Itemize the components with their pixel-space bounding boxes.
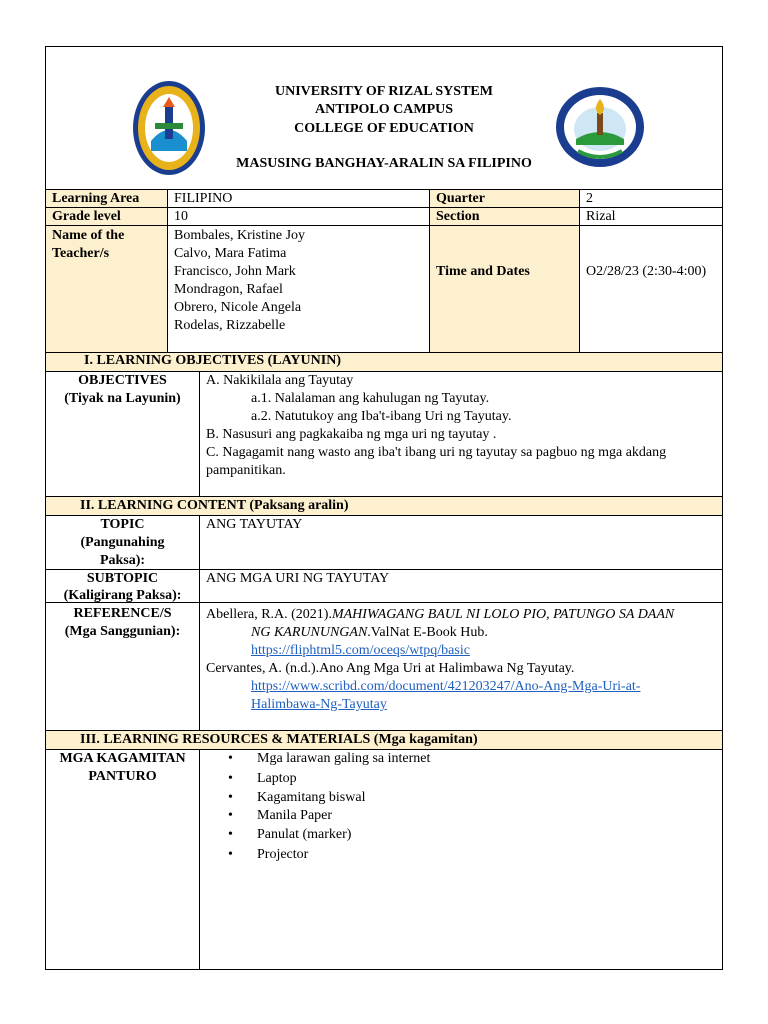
- teacher-name: Francisco, John Mark: [174, 264, 296, 279]
- college-name: COLLEGE OF EDUCATION: [294, 121, 474, 136]
- topic-value: ANG TAYUTAY: [206, 517, 303, 532]
- rule: [199, 371, 200, 496]
- objective-a: A. Nakikilala ang Tayutay: [206, 373, 354, 388]
- reference-2: Cervantes, A. (n.d.).Ano Ang Mga Uri at Halimbawa Ng Tayutay.: [206, 661, 575, 676]
- bullet: •: [228, 790, 233, 805]
- reference-2-url[interactable]: Halimbawa-Ng-Tayutay: [251, 697, 387, 712]
- time-dates-value: O2/28/23 (2:30-4:00): [586, 264, 707, 279]
- objective-c: C. Nagagamit nang wasto ang iba't ibang uri ng tayutay sa pagbuo ng mga akdang: [206, 445, 667, 460]
- campus-name: ANTIPOLO CAMPUS: [314, 102, 454, 117]
- reference-1-title: MAHIWAGANG BAUL NI LOLO PIO, PATUNGO SA DAAN: [331, 607, 675, 622]
- rule: [46, 225, 722, 226]
- rule: [579, 189, 580, 352]
- rule: [46, 207, 722, 208]
- reference-2-url[interactable]: https://www.scribd.com/document/421203247/Ano-Ang-Mga-Uri-at-: [251, 679, 641, 694]
- teacher-name: Rodelas, Rizzabelle: [174, 318, 286, 333]
- objective-a1: a.1. Nalalaman ang kahulugan ng Tayutay.: [251, 391, 490, 406]
- teacher-name: Mondragon, Rafael: [174, 282, 283, 297]
- section-1-title: I. LEARNING OBJECTIVES (LAYUNIN): [84, 353, 341, 368]
- teacher-label: Name of the: [52, 228, 125, 243]
- teacher-name: Bombales, Kristine Joy: [174, 228, 306, 243]
- subtopic-label: SUBTOPIC: [86, 571, 159, 586]
- university-name: UNIVERSITY OF RIZAL SYSTEM: [275, 84, 493, 99]
- reference-label: (Mga Sanggunian):: [64, 624, 181, 639]
- teacher-label: Teacher/s: [52, 246, 110, 261]
- reference-1-publisher: .ValNat E-Book Hub.: [367, 625, 488, 640]
- materials-label: MGA KAGAMITAN: [59, 751, 186, 766]
- learning-area-label: Learning Area: [52, 191, 140, 206]
- reference-1-author: Abellera, R.A. (2021).: [206, 607, 332, 622]
- topic-label: Paksa):: [99, 553, 146, 568]
- subtopic-label: (Kaligirang Paksa):: [63, 588, 182, 603]
- reference-label: REFERENCE/S: [73, 606, 172, 621]
- grade-level-value: 10: [174, 209, 188, 224]
- topic-label: (Pangunahing: [80, 535, 165, 550]
- bullet: •: [228, 751, 233, 766]
- bullet: •: [228, 827, 233, 842]
- bullet: •: [228, 808, 233, 823]
- reference-1-link[interactable]: [251, 642, 470, 660]
- teacher-name: Calvo, Mara Fatima: [174, 246, 287, 261]
- materials-label: PANTURO: [88, 769, 157, 784]
- bullet: •: [228, 771, 233, 786]
- document-title: MASUSING BANGHAY-ARALIN SA FILIPINO: [236, 156, 532, 171]
- section-3-title: III. LEARNING RESOURCES & MATERIALS (Mga kagamitan): [80, 732, 478, 747]
- rule: [46, 189, 722, 190]
- objective-c: pampanitikan.: [206, 463, 286, 478]
- rule: [167, 189, 168, 352]
- reference-1: [206, 606, 674, 624]
- reference-2-link[interactable]: [251, 678, 640, 696]
- rule: [199, 749, 200, 970]
- objective-a2: a.2. Natutukoy ang Iba't-ibang Uri ng Tayutay.: [251, 409, 512, 424]
- time-dates-label: Time and Dates: [436, 264, 530, 279]
- objective-b: B. Nasusuri ang pagkakaiba ng mga uri ng tayutay .: [206, 427, 497, 442]
- bullet: •: [228, 847, 233, 862]
- section-label: Section: [436, 209, 480, 224]
- reference-1-cont: [251, 624, 488, 642]
- rule: [429, 189, 430, 352]
- rule: [199, 515, 200, 730]
- reference-1-title: NG KARUNUNGAN: [251, 625, 368, 640]
- learning-area-value: FILIPINO: [174, 191, 233, 206]
- quarter-label: Quarter: [436, 191, 485, 206]
- topic-label: TOPIC: [100, 517, 145, 532]
- objectives-label: (Tiyak na Layunin): [64, 391, 181, 406]
- teacher-name: Obrero, Nicole Angela: [174, 300, 302, 315]
- section-2-title: II. LEARNING CONTENT (Paksang aralin): [80, 498, 349, 513]
- objectives-label: OBJECTIVES: [78, 373, 167, 388]
- grade-level-label: Grade level: [52, 209, 121, 224]
- subtopic-value: ANG MGA URI NG TAYUTAY: [206, 571, 390, 586]
- section-value: Rizal: [586, 209, 616, 224]
- reference-2-link[interactable]: [251, 696, 387, 714]
- reference-1-url[interactable]: https://fliphtml5.com/oceqs/wtpq/basic: [251, 643, 470, 658]
- document-header: [46, 47, 722, 189]
- quarter-value: 2: [586, 191, 593, 206]
- lesson-plan-page: UNIVERSITY OF RIZAL SYSTEM ANTIPOLO CAMPUS COLLEGE OF EDUCATION MASUSING BANGHAY-ARALIN SA FILIPINO Learning Area FILIPINO Quarter 2 Grade level 10 Section Rizal Name of the Teacher/s Bombales, Kristine Joy Calvo, Mara Fatima Francisco, John Mark Mondragon, Rafael Obrero, Nicole Angela Rodelas, Rizzabelle Time and Dates O2/28/23 (2:30-4:00) I. LEARNING OBJECTIVES (LAYUNIN) OBJECTIVES (Tiyak na Layunin) A. Nakikilala ang Tayutay a.1. Nalalaman ang kahulugan ng Tayutay. a.2. Natutukoy ang Iba't-ibang Uri ng Tayutay. B. Nasusuri ang pagkakaiba ng mga uri ng tayutay . C. Nagagamit nang wasto ang iba't ibang uri ng tayutay sa pagbuo ng mga akdang pampanitikan. II. LEARNING CONTENT (Paksang aralin) TOPIC (Pangunahing Paksa): ANG TAYUTAY SUBTOPIC (Kaligirang Paksa): ANG MGA URI NG TAYUTAY REFERENCE/S (Mga Sanggunian): Abellera, R.A. (2021).MAHIWAGANG BAUL NI LOLO PIO, PATUNGO SA DAAN NG KARUNUNGAN.ValNat E-Book Hub. https://fliphtml5.com/oceqs/wtpq/basic Cervantes, A. (n.d.).Ano Ang Mga Uri at Halimbawa Ng Tayutay. https://www.scribd.com/document/421203247/Ano-Ang-Mga-Uri-at- Halimbawa-Ng-Tayutay III. LEARNING RESOURCES & MATERIALS (Mga kagamitan) MGA KAGAMITAN PANTURO • Mga larawan galing sa internet • Laptop • Kagamitang biswal • Manila Paper • Panulat (marker) • Projector: [45, 46, 723, 970]
